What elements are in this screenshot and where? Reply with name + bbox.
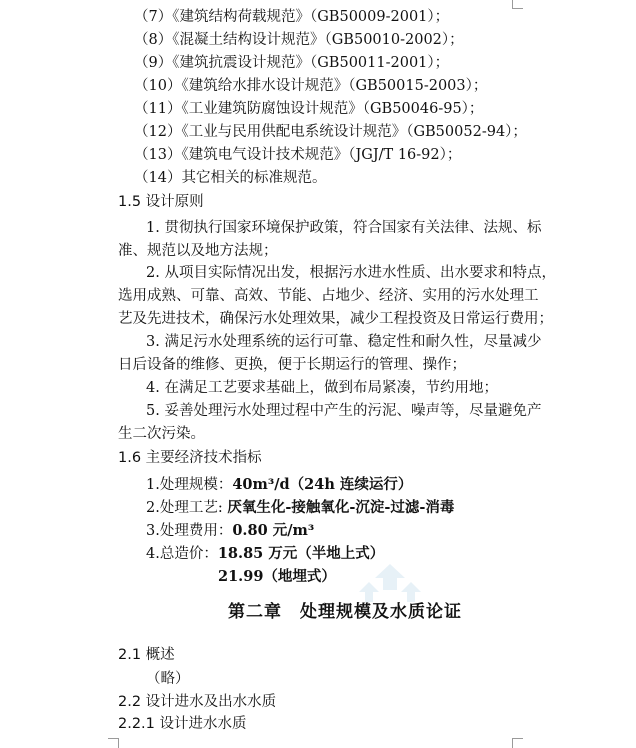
indicator-extra-value: 21.99（地埋式） bbox=[218, 568, 336, 585]
principle-line: 选用成熟、可靠、高效、节能、占地少、经济、实用的污水处理工 bbox=[118, 288, 539, 304]
principle-line: 1. 贯彻执行国家环境保护政策，符合国家有关法律、法规、标 bbox=[146, 220, 542, 236]
section-heading-2-1: 2.1 概述 bbox=[118, 647, 175, 663]
standard-item-11: （11）《工业建筑防腐蚀设计规范》（GB50046-95）； bbox=[134, 101, 484, 117]
indicator-row bbox=[146, 474, 412, 496]
section-heading-1-5: 1.5 设计原则 bbox=[118, 194, 204, 210]
indicator-label: 2.处理工艺: bbox=[146, 500, 228, 516]
indicator-row bbox=[146, 543, 384, 565]
indicator-value: 40m³/d（24h 连续运行） bbox=[232, 476, 413, 493]
section-heading-1-6: 1.6 主要经济技术指标 bbox=[118, 450, 262, 466]
standard-item-9: （9）《建筑抗震设计规范》（GB50011-2001）； bbox=[134, 55, 450, 71]
principle-line: 4. 在满足工艺要求基础上，做到布局紧凑，节约用地； bbox=[146, 380, 498, 396]
principle-line: 5. 妥善处理污水处理过程中产生的污泥、噪声等，尽量避免产 bbox=[146, 403, 542, 419]
page-corner-mark-top-right bbox=[512, 0, 523, 9]
principle-line: 3. 满足污水处理系统的运行可靠、稳定性和耐久性，尽量减少 bbox=[146, 334, 542, 350]
principle-line: 2. 从项目实际情况出发，根据污水进水性质、出水要求和特点， bbox=[146, 265, 556, 281]
indicator-value: 0.80 元/m³ bbox=[232, 522, 315, 539]
standard-item-10: （10）《建筑给水排水设计规范》（GB50015-2003）； bbox=[134, 78, 488, 94]
indicator-value: 厌氧生化-接触氧化-沉淀-过滤-消毒 bbox=[227, 499, 455, 516]
standard-item-12: （12）《工业与民用供配电系统设计规范》（GB50052-94）； bbox=[134, 124, 527, 140]
principle-line: 生二次污染。 bbox=[118, 426, 205, 442]
chapter-title: 第二章 处理规模及水质论证 bbox=[228, 602, 462, 622]
indicator-row bbox=[146, 497, 454, 519]
indicator-row bbox=[146, 520, 314, 542]
section-heading-2-2: 2.2 设计进水及出水水质 bbox=[118, 694, 277, 710]
indicator-label: 1.处理规模： bbox=[146, 477, 233, 493]
standard-item-7: （7）《建筑结构荷载规范》（GB50009-2001）； bbox=[134, 9, 450, 25]
section-body-2-1: （略） bbox=[146, 671, 190, 687]
principle-line: 日后设备的维修、更换，便于长期运行的管理、操作； bbox=[118, 357, 466, 373]
standard-item-8: （8）《混凝土结构设计规范》（GB50010-2002）； bbox=[134, 32, 464, 48]
indicator-value: 18.85 万元（半地上式） bbox=[217, 545, 385, 562]
indicator-label: 3.处理费用： bbox=[146, 523, 233, 539]
section-heading-2-2-1: 2.2.1 设计进水水质 bbox=[118, 716, 247, 732]
principle-line: 准、规范以及地方法规； bbox=[118, 243, 278, 259]
indicator-label: 4.总造价： bbox=[146, 546, 218, 562]
standard-item-13: （13）《建筑电气设计技术规范》（JGJ/T 16-92）； bbox=[134, 147, 462, 163]
principle-line: 艺及先进技术，确保污水处理效果，减少工程投资及日常运行费用； bbox=[118, 311, 553, 327]
standard-item-14: （14）其它相关的标准规范。 bbox=[134, 170, 327, 186]
